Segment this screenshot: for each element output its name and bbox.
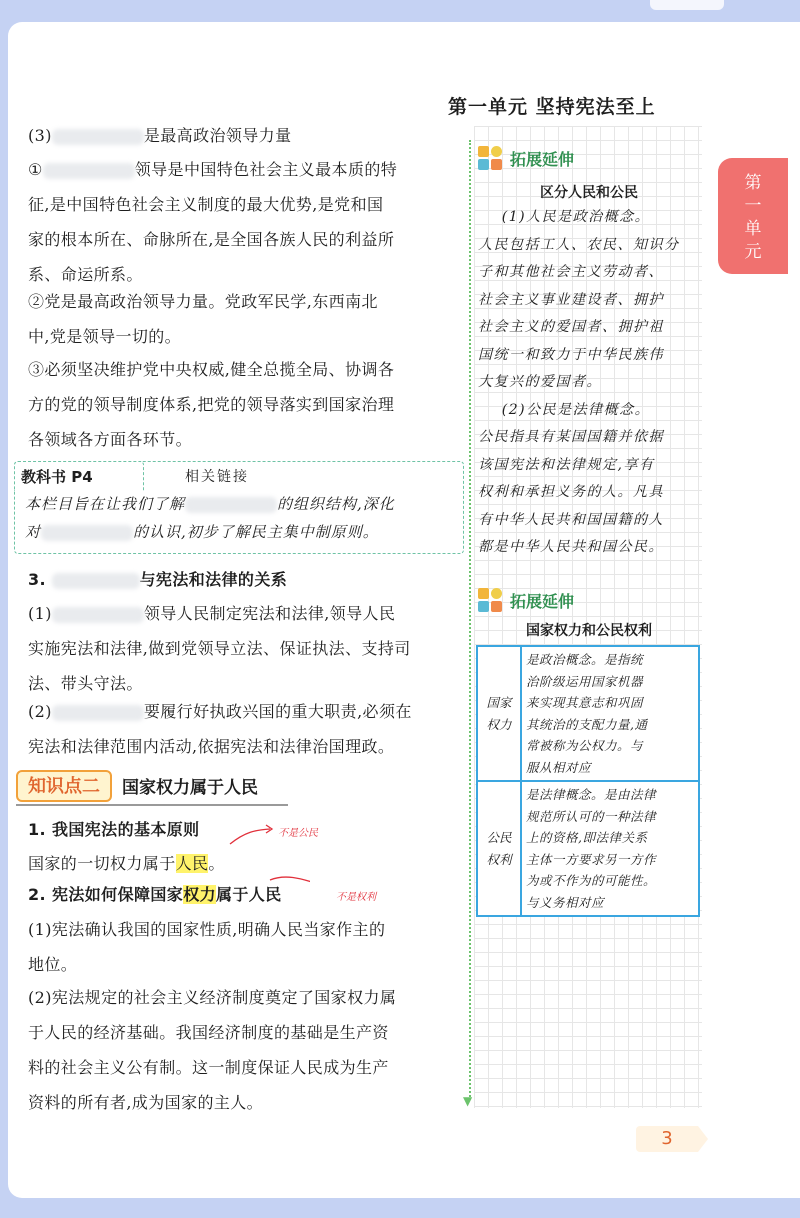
highlighted-term: 权力	[183, 885, 216, 904]
redacted-text	[52, 129, 144, 145]
cell-line: 规范所认可的一种法律	[526, 808, 657, 824]
text-line: 社会主义的爱国者、拥护祖	[478, 319, 664, 335]
section-heading	[28, 562, 468, 597]
item-text: 系、命运所系。	[28, 265, 143, 284]
label-line: 权力	[486, 716, 512, 732]
textbook-ref-tab: 教科书 P4	[14, 461, 144, 491]
item-text: 要履行好执政兴国的重大职责,必须在	[143, 702, 412, 721]
extension-header	[478, 588, 574, 612]
item-text: 征,是中国特色社会主义制度的最大优势,是党和国	[28, 195, 384, 214]
redacted-text	[43, 163, 135, 179]
redacted-text	[41, 525, 133, 541]
table-row	[477, 781, 699, 916]
label-line: 权利	[486, 851, 512, 867]
text-line: 国统一和致力于中华民族伟	[478, 346, 664, 363]
paragraph	[28, 596, 468, 701]
item-text: 实施宪法和法律,做到党领导立法、保证执法、支持司	[28, 639, 411, 658]
heading-2: 属于人民	[216, 885, 282, 904]
chevron-down-icon: ▼	[463, 1094, 473, 1108]
cell-line: 是政治概念。是指统	[526, 652, 644, 667]
column-divider	[469, 140, 471, 1100]
related-links-text	[25, 490, 455, 546]
section-number: 3.	[28, 570, 47, 589]
item-text: 于人民的经济基础。我国经济制度的基础是生产资	[28, 1023, 389, 1042]
unit-tab-char: 一	[744, 196, 762, 216]
redacted-text	[52, 705, 144, 721]
item-text: ③必须坚决维护党中央权威,健全总揽全局、协调各	[28, 360, 395, 379]
paragraph	[28, 118, 468, 153]
item-text: 方的党的领导制度体系,把党的领导落实到国家治理	[28, 395, 395, 414]
text-line: 公民指具有某国国籍并依据	[478, 429, 664, 445]
item-text: 资料的所有者,成为国家的主人。	[28, 1093, 264, 1112]
item-text: (1)宪法确认我国的国家性质,明确人民当家作主的	[28, 920, 386, 939]
box-text: 对	[25, 523, 42, 541]
unit-tab-char: 第	[744, 173, 762, 193]
related-links-label: 相关链接	[185, 469, 249, 485]
text-line: 该国宪法和法律规定,享有	[478, 456, 655, 473]
cell-line: 常被称为公权力。与	[526, 738, 644, 753]
item-text: 领导是中国特色社会主义最本质的特	[134, 160, 398, 179]
box-text: 本栏目旨在让我们了解	[25, 495, 186, 513]
label-line: 国家	[486, 694, 512, 710]
text-line: 有中华人民共和国国籍的人	[478, 511, 664, 528]
text-line: (1)人民是政治概念。	[478, 209, 651, 225]
page-number: 3	[636, 1126, 698, 1152]
heading-2: 2. 宪法如何保障国家	[28, 885, 184, 904]
redacted-text	[52, 573, 140, 589]
table-row-label	[477, 646, 521, 781]
item-text: 宪法和法律范围内活动,依据宪法和法律治国理政。	[28, 737, 395, 756]
item-text: 料的社会主义公有制。这一制度保证人民成为生产	[28, 1058, 389, 1077]
page-number-tip	[698, 1126, 708, 1152]
cell-line: 来实现其意志和巩固	[526, 695, 644, 710]
table-row-label	[477, 781, 521, 916]
item-text: 各领域各方面各环节。	[28, 430, 193, 449]
text-line: 权利和承担义务的人。凡具	[478, 484, 664, 500]
extension-subtitle: 国家权力和公民权利	[526, 623, 652, 639]
item-text: 法、带头守法。	[28, 674, 143, 693]
extension-label: 拓展延伸	[510, 149, 575, 169]
paragraph	[28, 694, 468, 764]
cell-line: 其统治的支配力量,通	[526, 716, 648, 732]
item-text: 是最高政治领导力量	[143, 126, 292, 145]
cell-line: 服从相对应	[526, 759, 592, 775]
extension-icon	[478, 588, 504, 612]
item-text: 中,党是领导一切的。	[28, 327, 182, 346]
unit-tab-char: 单	[744, 219, 762, 239]
cell-line: 是法律概念。是由法律	[526, 787, 657, 802]
section-title: 与宪法和法律的关系	[139, 570, 288, 589]
paragraph	[28, 980, 468, 1120]
text-line: 社会主义事业建设者、拥护	[478, 291, 664, 308]
comparison-table	[476, 645, 700, 917]
text-line: (2)公民是法律概念。	[478, 401, 651, 418]
paragraph	[28, 152, 468, 292]
item-number: (2)	[28, 702, 52, 721]
cell-line: 为或不作为的可能性。	[526, 873, 657, 888]
heading-1: 1. 我国宪法的基本原则	[28, 820, 200, 839]
unit-title: 第一单元 坚持宪法至上	[448, 96, 656, 118]
extension-label: 拓展延伸	[510, 591, 575, 611]
item-number: (1)	[28, 604, 52, 623]
extension-icon	[478, 146, 504, 170]
handwritten-note: 不是权利	[336, 892, 376, 903]
paragraph	[28, 284, 468, 354]
related-links-box	[14, 461, 464, 554]
highlighted-term: 人民	[175, 854, 209, 873]
redacted-text	[185, 497, 277, 513]
item-number: (3)	[28, 126, 52, 145]
cell-line: 上的资格,即法律关系	[526, 830, 648, 845]
extension-subtitle: 区分人民和公民	[540, 185, 638, 201]
table-row	[477, 646, 699, 781]
cell-line: 与义务相对应	[526, 894, 605, 910]
unit-side-tab	[718, 158, 788, 274]
box-text: 的组织结构,深化	[277, 495, 395, 513]
extension-text	[478, 204, 700, 562]
cell-line: 主体一方要求另一方作	[526, 851, 657, 867]
text-line: 大复兴的爱国者。	[478, 374, 602, 390]
handwritten-note: 不是公民	[278, 828, 318, 839]
table-cell	[521, 781, 699, 916]
item-text: 国家的一切权力属于	[28, 854, 176, 873]
item-text: 领导人民制定宪法和法律,领导人民	[143, 604, 396, 623]
text-line: 子和其他社会主义劳动者、	[478, 264, 664, 280]
unit-tab-char: 元	[744, 242, 762, 262]
paragraph	[28, 352, 468, 457]
item-text: ②党是最高政治领导力量。党政军民学,东西南北	[28, 292, 378, 311]
top-tab-decoration	[650, 0, 724, 10]
knowledge-point-title: 国家权力属于人民	[122, 778, 258, 798]
redacted-text	[52, 607, 144, 623]
item-text: 地位。	[28, 955, 78, 974]
extension-header	[478, 146, 574, 170]
table-cell	[521, 646, 699, 781]
paragraph	[28, 912, 468, 982]
divider	[16, 804, 288, 806]
cell-line: 治阶级运用国家机器	[526, 673, 644, 689]
text-line: 都是中华人民共和国公民。	[478, 539, 664, 555]
item-number: ①	[28, 160, 43, 179]
item-text: 。	[208, 854, 225, 873]
knowledge-point-badge: 知识点二	[16, 770, 112, 802]
box-text: 的认识,初步了解民主集中制原则。	[133, 523, 379, 541]
item-text: 家的根本所在、命脉所在,是全国各族人民的利益所	[28, 230, 395, 249]
text-line: 人民包括工人、农民、知识分	[478, 236, 680, 253]
item-text: (2)宪法规定的社会主义经济制度奠定了国家权力属	[28, 988, 397, 1007]
label-line: 公民	[486, 829, 512, 845]
